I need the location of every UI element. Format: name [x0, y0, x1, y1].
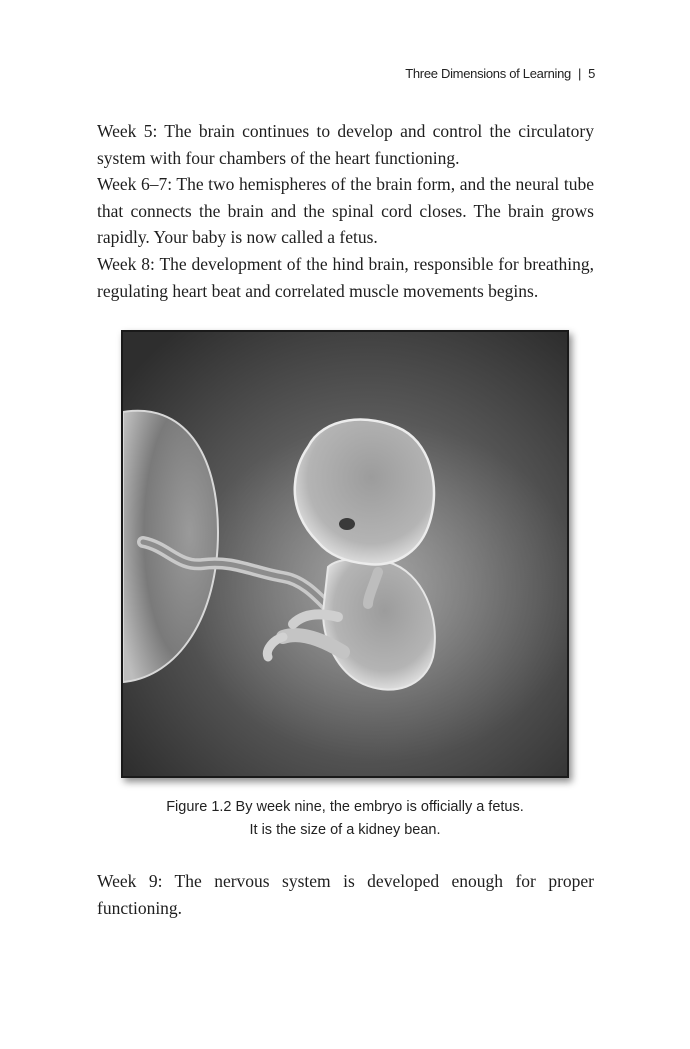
running-head-title: Three Dimensions of Learning: [405, 66, 571, 81]
paragraph-week-6-7: Week 6–7: The two hemispheres of the brain form, and the neural tube that connects the brain and the spinal cord closes. The brain grows rapidly. Your baby is now called a fetus.: [97, 174, 594, 248]
running-head-separator: |: [577, 66, 582, 81]
figure-caption: [0, 796, 690, 842]
body-text-upper: [97, 118, 594, 304]
fetus-illustration: [121, 330, 569, 778]
running-head: [405, 66, 595, 81]
paragraph-week-8: Week 8: The development of the hind brain, responsible for breathing, regulating heart beat and correlated muscle movements begins.: [97, 253, 594, 301]
caption-line-1: Figure 1.2 By week nine, the embryo is officially a fetus.: [166, 799, 524, 815]
paragraph-week-5: Week 5: The brain continues to develop and control the circulatory system with four chambers of the heart functioning.: [97, 121, 594, 168]
paragraph-week-9: Week 9: The nervous system is developed enough for proper functioning.: [97, 871, 594, 918]
body-text-lower: [97, 868, 594, 921]
page-number: 5: [588, 66, 595, 81]
caption-line-2: It is the size of a kidney bean.: [249, 822, 441, 838]
